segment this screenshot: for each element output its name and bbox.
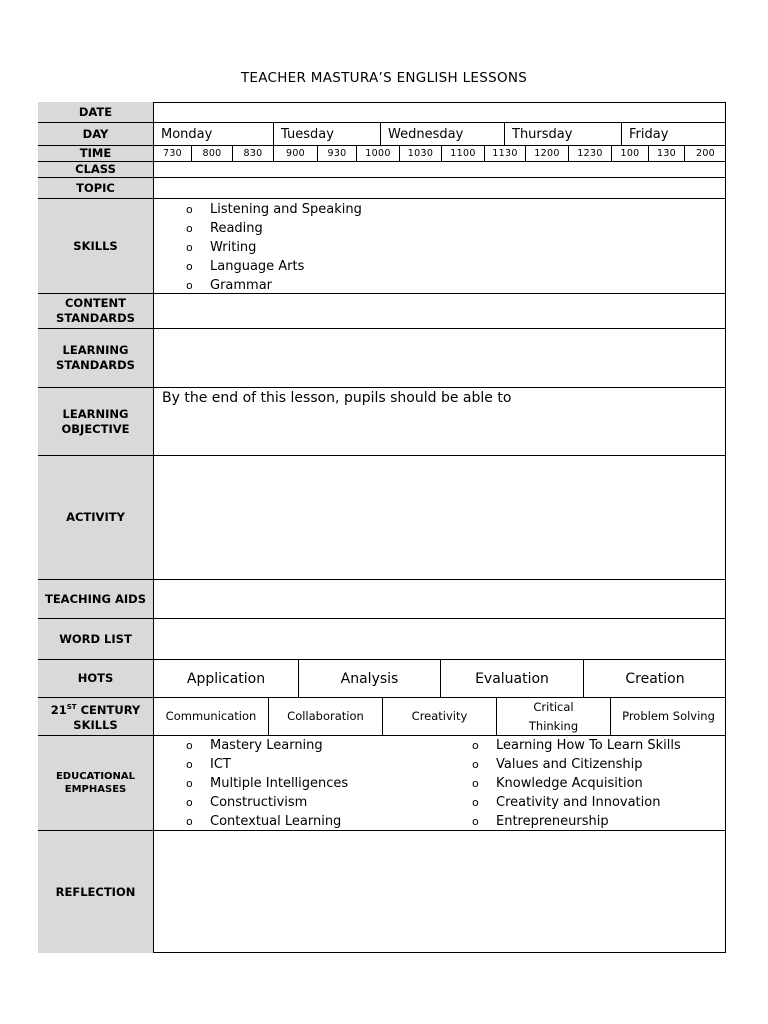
learning-objective-text: By the end of this lesson, pupils should be able to	[162, 390, 512, 406]
reflection-row	[38, 830, 726, 953]
hots-text: Analysis	[340, 670, 399, 687]
learning-objective-field[interactable]	[154, 388, 726, 455]
day-label: DAY	[38, 123, 154, 145]
time-text: 1000	[365, 148, 391, 159]
day-cells	[154, 123, 726, 145]
class-field[interactable]	[154, 162, 726, 177]
learning-objective-row	[38, 387, 726, 455]
skill-text: Reading	[210, 221, 263, 236]
reflection-label: REFLECTION	[38, 831, 154, 953]
time-cell[interactable]	[154, 146, 191, 161]
content-standards-field[interactable]	[154, 294, 726, 328]
bullet-icon: o	[472, 739, 479, 752]
hots-text: Application	[186, 670, 266, 687]
hots-label: HOTS	[38, 660, 154, 697]
time-text: 1030	[407, 148, 434, 159]
time-text: 900	[285, 148, 306, 159]
bullet-icon: o	[472, 796, 479, 809]
emphases-list-left	[186, 736, 348, 831]
time-text: 130	[656, 148, 677, 159]
emphasis-text: Constructivism	[210, 795, 308, 810]
time-text: 930	[327, 148, 347, 159]
day-text: Tuesday	[281, 126, 334, 142]
skills-list	[186, 200, 362, 295]
skill-text: Language Arts	[210, 259, 305, 274]
class-label: CLASS	[38, 162, 154, 177]
list-item	[472, 774, 681, 793]
emphasis-text: Contextual Learning	[210, 814, 342, 829]
educational-emphases-row	[38, 735, 726, 830]
hots-cells	[154, 660, 726, 697]
teaching-aids-label: TEACHING AIDS	[38, 580, 154, 618]
bullet-icon: o	[186, 203, 193, 216]
hots-evaluation[interactable]	[440, 660, 583, 697]
skill-collaboration[interactable]	[268, 698, 382, 735]
emphasis-text: Knowledge Acquisition	[496, 776, 643, 791]
bullet-icon: o	[186, 815, 193, 828]
time-row	[38, 145, 726, 161]
skill-problem-solving[interactable]	[610, 698, 726, 735]
century-skill-text: Creativity	[411, 709, 468, 723]
list-item	[472, 812, 681, 831]
list-item	[186, 238, 362, 257]
list-item	[472, 736, 681, 755]
time-cell[interactable]	[684, 146, 726, 161]
time-cell[interactable]	[525, 146, 568, 161]
hots-text: Creation	[625, 670, 685, 687]
list-item	[186, 793, 348, 812]
list-item	[186, 219, 362, 238]
bullet-icon: o	[472, 815, 479, 828]
topic-label: TOPIC	[38, 178, 154, 198]
skill-creativity[interactable]	[382, 698, 496, 735]
list-item	[186, 257, 362, 276]
list-item	[472, 793, 681, 812]
time-label: TIME	[38, 146, 154, 161]
emphasis-text: Values and Citizenship	[496, 757, 643, 772]
skill-text: Grammar	[210, 278, 273, 293]
content-standards-label: CONTENT STANDARDS	[38, 294, 154, 328]
century-skills-label	[38, 698, 154, 735]
learning-standards-label: LEARNING STANDARDS	[38, 329, 154, 387]
time-text: 100	[620, 148, 640, 159]
learning-objective-label: LEARNING OBJECTIVE	[38, 388, 154, 455]
activity-label: ACTIVITY	[38, 456, 154, 579]
bullet-icon: o	[472, 758, 479, 771]
time-cell[interactable]	[441, 146, 484, 161]
day-cell-thursday[interactable]	[504, 123, 621, 145]
emphasis-text: Entrepreneurship	[496, 814, 609, 829]
bullet-icon: o	[186, 758, 193, 771]
emphases-list-right	[472, 736, 681, 831]
bullet-icon: o	[186, 279, 193, 292]
time-cell[interactable]	[611, 146, 648, 161]
hots-application[interactable]	[154, 660, 298, 697]
educational-emphases-field[interactable]	[154, 736, 726, 830]
time-cells	[154, 146, 726, 161]
date-field[interactable]	[154, 102, 726, 122]
page-title: TEACHER MASTURA’S ENGLISH LESSONS	[240, 70, 528, 86]
skill-critical-thinking[interactable]	[496, 698, 610, 735]
list-item	[186, 774, 348, 793]
skill-text: Writing	[210, 240, 257, 255]
list-item	[186, 200, 362, 219]
time-text: 200	[695, 148, 716, 159]
emphasis-text: Learning How To Learn Skills	[496, 738, 681, 753]
century-skills-cells	[154, 698, 726, 735]
emphasis-text: ICT	[210, 757, 231, 772]
time-cell[interactable]	[399, 146, 441, 161]
century-skills-row	[38, 697, 726, 735]
list-item	[186, 736, 348, 755]
content-standards-row	[38, 293, 726, 328]
word-list-label: WORD LIST	[38, 619, 154, 659]
day-row	[38, 122, 726, 145]
learning-standards-row	[38, 328, 726, 387]
date-label: DATE	[38, 102, 154, 122]
hots-row	[38, 659, 726, 697]
skill-text: Listening and Speaking	[210, 202, 362, 217]
time-cell[interactable]	[648, 146, 684, 161]
day-cell-monday[interactable]	[154, 123, 273, 145]
skill-communication[interactable]	[154, 698, 268, 735]
time-text: 1100	[450, 148, 476, 159]
century-skill-text: Problem Solving	[622, 709, 715, 723]
skills-row	[38, 198, 726, 293]
century-skill-text: Critical Thinking	[528, 699, 579, 733]
century-skill-text: Collaboration	[287, 709, 364, 723]
hots-creation[interactable]	[583, 660, 726, 697]
bullet-icon: o	[186, 777, 193, 790]
day-cell-tuesday[interactable]	[273, 123, 380, 145]
time-text: 800	[202, 148, 222, 159]
hots-analysis[interactable]	[298, 660, 440, 697]
skills-label: SKILLS	[38, 199, 154, 293]
day-cell-wednesday[interactable]	[380, 123, 504, 145]
bullet-icon: o	[186, 241, 193, 254]
teaching-aids-field[interactable]	[154, 580, 726, 618]
day-cell-friday[interactable]	[621, 123, 726, 145]
educational-emphases-label: EDUCATIONAL EMPHASES	[38, 736, 154, 830]
day-text: Monday	[161, 126, 213, 142]
list-item	[186, 812, 348, 831]
word-list-field[interactable]	[154, 619, 726, 659]
time-cell[interactable]	[356, 146, 399, 161]
day-text: Wednesday	[388, 126, 464, 142]
learning-standards-field[interactable]	[154, 329, 726, 387]
time-cell[interactable]	[317, 146, 356, 161]
century-skill-text: Communication	[165, 709, 257, 723]
emphasis-text: Mastery Learning	[210, 738, 323, 753]
list-item	[186, 755, 348, 774]
time-text: 730	[162, 148, 183, 159]
bullet-icon: o	[186, 260, 193, 273]
day-text: Friday	[629, 126, 669, 142]
time-text: 1130	[492, 148, 518, 159]
time-text: 830	[243, 148, 263, 159]
century-skills-label-text: 21ST CENTURY SKILLS	[50, 702, 141, 732]
class-row	[38, 161, 726, 177]
emphasis-text: Multiple Intelligences	[210, 776, 349, 791]
reflection-field[interactable]	[154, 831, 726, 953]
bullet-icon: o	[186, 222, 193, 235]
time-cell[interactable]	[191, 146, 232, 161]
bullet-icon: o	[186, 739, 193, 752]
topic-field[interactable]	[154, 178, 726, 198]
bullet-icon: o	[186, 796, 193, 809]
time-cell[interactable]	[484, 146, 525, 161]
topic-row	[38, 177, 726, 198]
time-cell[interactable]	[568, 146, 611, 161]
bullet-icon: o	[472, 777, 479, 790]
time-text: 1200	[534, 148, 560, 159]
time-cell[interactable]	[232, 146, 273, 161]
time-text: 1230	[577, 148, 603, 159]
emphasis-text: Creativity and Innovation	[496, 795, 661, 810]
teaching-aids-row	[38, 579, 726, 618]
word-list-row	[38, 618, 726, 659]
activity-row	[38, 455, 726, 579]
list-item	[472, 755, 681, 774]
hots-text: Evaluation	[475, 670, 549, 687]
skills-field[interactable]	[154, 199, 726, 293]
date-row	[38, 102, 726, 122]
activity-field[interactable]	[154, 456, 726, 579]
day-text: Thursday	[512, 126, 573, 142]
time-cell[interactable]	[273, 146, 317, 161]
